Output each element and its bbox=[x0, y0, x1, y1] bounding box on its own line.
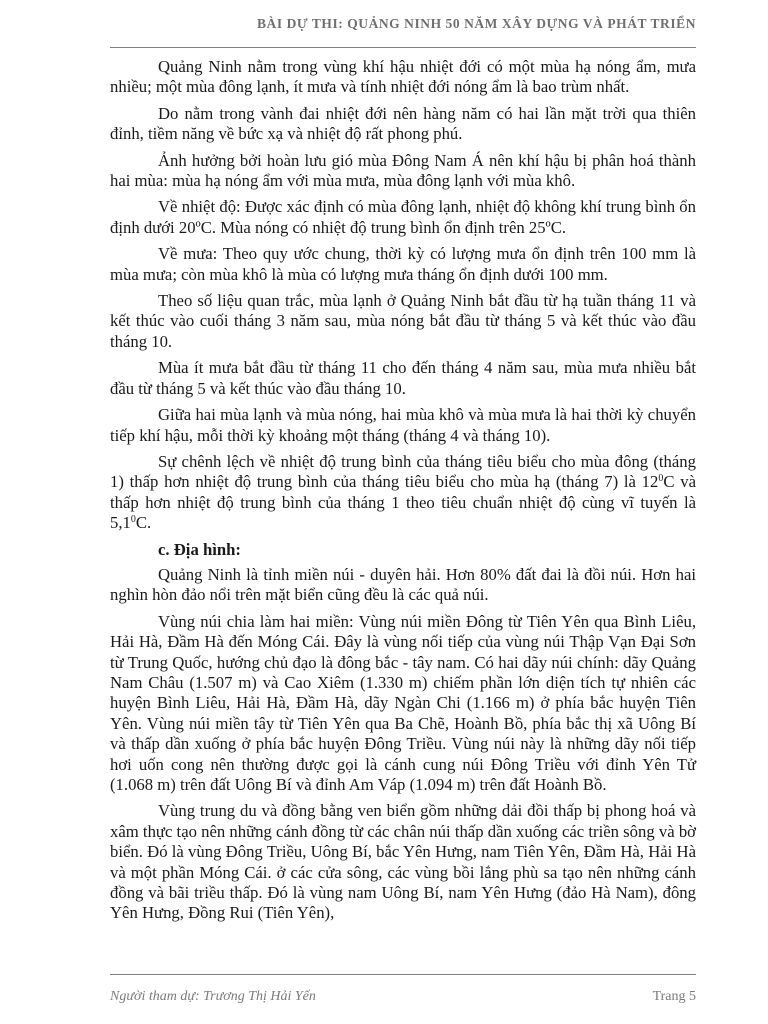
temperature-paragraph bbox=[110, 452, 696, 534]
paragraph: Ảnh hưởng bởi hoàn lưu gió mùa Đông Nam Á nên khí hậu bị phân hoá thành hai mùa: mùa hạ nóng ẩm với mùa mưa, mùa đông lạnh với mùa khô. bbox=[110, 150, 696, 191]
paragraph: Quảng Ninh nằm trong vùng khí hậu nhiệt đới có một mùa hạ nóng ẩm, mưa nhiều; một mùa đông lạnh, ít mưa và tính nhiệt đới nóng ẩm là bao trùm nhất. bbox=[110, 57, 696, 97]
paragraph: Về mưa: Theo quy ước chung, thời kỳ có lượng mưa ổn định trên 100 mm là mùa mưa; còn mùa khô là mùa có lượng mưa tháng ổn định dưới 100 mm. bbox=[110, 244, 696, 284]
paragraph: Về nhiệt độ: Được xác định có mùa đông lạnh, nhiệt độ không khí trung bình ổn định dưới 20ºC. Mùa nóng có nhiệt độ trung bình ổn định trên 25ºC. bbox=[110, 197, 696, 237]
degree-superscript: 0 bbox=[658, 473, 664, 485]
paragraph: Do nằm trong vành đai nhiệt đới nên hàng năm có hai lần mặt trời qua thiên đỉnh, tiềm năng về bức xạ và nhiệt độ rất phong phú. bbox=[110, 103, 696, 144]
paragraph: Giữa hai mùa lạnh và mùa nóng, hai mùa khô và mùa mưa là hai thời kỳ chuyển tiếp khí hậu, mỗi thời kỳ khoảng một tháng (tháng 4 và tháng 10). bbox=[110, 405, 696, 445]
temperature-text-1: Sự chênh lệch về nhiệt độ trung bình của tháng tiêu biểu cho mùa đông (tháng 1) thấp hơn nhiệt độ trung bình của tháng tiêu biểu cho mùa hạ (tháng 7) là 12 bbox=[110, 451, 696, 492]
temperature-text-2: C và thấp hơn nhiệt độ trung bình của tháng 1 theo tiêu chuẩn nhiệt độ cùng vĩ tuyến là 5,1 bbox=[110, 472, 696, 533]
page-footer bbox=[110, 974, 696, 1015]
page-number: Trang 5 bbox=[652, 989, 696, 1004]
page-header bbox=[110, 14, 696, 48]
section-heading: c. Địa hình: bbox=[158, 539, 241, 559]
header-title: BÀI DỰ THI: QUẢNG NINH 50 NĂM XÂY DỰNG VÀ PHÁT TRIỂN bbox=[257, 16, 696, 31]
paragraph: Quảng Ninh là tỉnh miền núi - duyên hải. Hơn 80% đất đai là đồi núi. Hơn hai nghìn hòn đảo nổi trên mặt biển cũng đều là các quả núi. bbox=[110, 564, 696, 605]
temperature-text-3: C. bbox=[135, 513, 152, 533]
paragraph: Theo số liệu quan trắc, mùa lạnh ở Quảng Ninh bắt đầu từ hạ tuần tháng 11 và kết thúc vào cuối tháng 3 năm sau, mùa nóng bắt đầu từ tháng 5 và kết thúc vào đầu tháng 10. bbox=[110, 291, 696, 351]
document-body bbox=[110, 57, 696, 930]
paragraph: Mùa ít mưa bắt đầu từ tháng 11 cho đến tháng 4 năm sau, mùa mưa nhiều bắt đầu từ tháng 5 và kết thúc vào đầu tháng 10. bbox=[110, 358, 696, 398]
footer-author: Người tham dự: Trương Thị Hải Yến bbox=[110, 989, 316, 1004]
degree-superscript: 0 bbox=[130, 514, 136, 526]
paragraph: Vùng trung du và đồng bằng ven biển gồm những dải đồi thấp bị phong hoá và xâm thực tạo nên những cánh đồng từ các chân núi thấp dần xuống các triền sông và bờ biển. Đó là vùng Đông Triều, Uông Bí, bắc Yên Hưng, nam Tiên Yên, Đầm Hà, Hải Hà và một phần Móng Cái. ở các cửa sông, các vùng bồi lắng phù sa tạo nên những cánh đồng và bãi triều thấp. Đó là vùng nam Uông Bí, nam Yên Hưng (đảo Hà Nam), đông Yên Hưng, Đồng Rui (Tiên Yên), bbox=[110, 801, 696, 923]
paragraph: Vùng núi chia làm hai miền: Vùng núi miền Đông từ Tiên Yên qua Bình Liêu, Hải Hà, Đầm Hà đến Móng Cái. Đây là vùng nối tiếp của vùng núi Thập Vạn Đại Sơn từ Trung Quốc, hướng chủ đạo là đông bắc - tây nam. Có hai dãy núi chính: dãy Quảng Nam Châu (1.507 m) và Cao Xiêm (1.330 m) chiếm phần lớn diện tích tự nhiên các huyện Bình Liêu, Hải Hà, Đầm Hà, dãy Ngàn Chi (1.166 m) ở phía bắc huyện Tiên Yên. Vùng núi miền tây từ Tiên Yên qua Ba Chẽ, Hoành Bồ, phía bắc thị xã Uông Bí và thấp dần xuống ở phía bắc huyện Đông Triều. Vùng núi này là những dãy nối tiếp hơi uốn cong nên thường được gọi là cánh cung núi Đông Triều với đỉnh Yên Tử (1.068 m) trên đất Uông Bí và đỉnh Am Váp (1.094 m) trên đất Hoành Bồ. bbox=[110, 611, 696, 794]
